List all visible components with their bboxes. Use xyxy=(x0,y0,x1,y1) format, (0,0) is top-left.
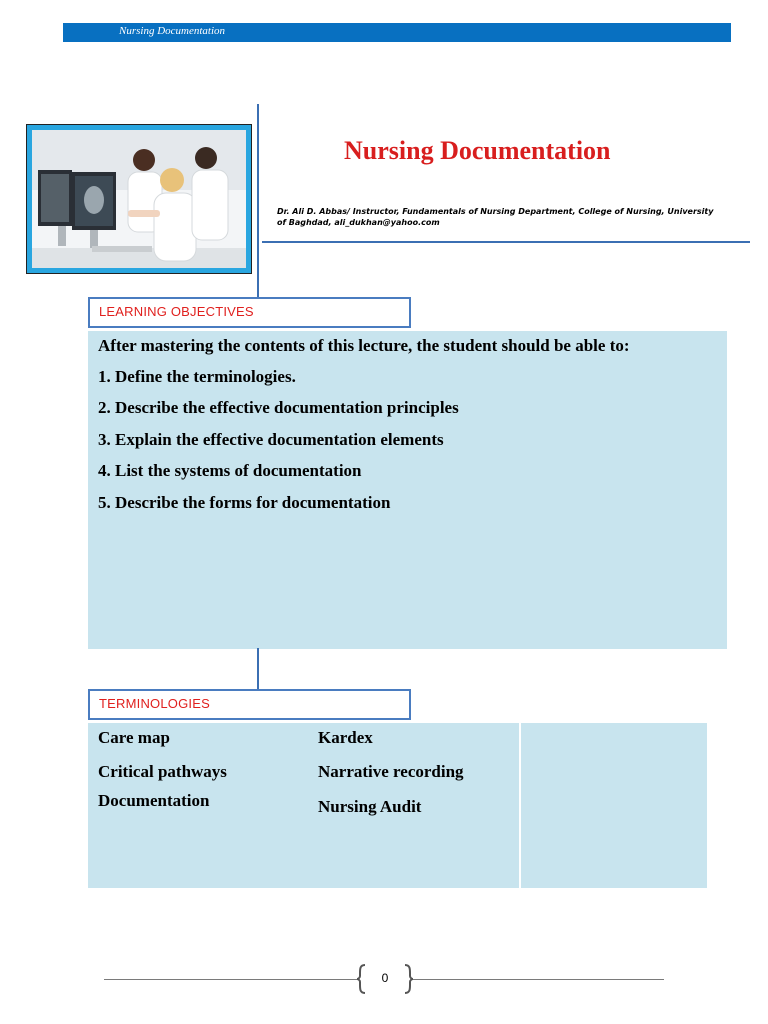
terminologies-box xyxy=(88,723,707,888)
footer-line-left xyxy=(104,979,358,980)
objective-item: 1. Define the terminologies. xyxy=(98,367,296,386)
objective-item: 2. Describe the effective documentation principles xyxy=(98,398,459,417)
term-item: Critical pathways xyxy=(98,762,227,781)
running-header-title: Nursing Documentation xyxy=(119,25,226,37)
page-number xyxy=(356,963,414,995)
page-number-text: 0 xyxy=(381,971,389,985)
terminologies-label xyxy=(88,689,411,720)
vertical-connector-middle xyxy=(257,648,259,690)
title-underline xyxy=(262,241,750,243)
objective-item: 5. Describe the forms for documentation xyxy=(98,493,391,512)
cover-photo xyxy=(26,124,252,274)
document-title: Nursing Documentation xyxy=(344,136,611,165)
nurses-at-monitor-illustration xyxy=(32,130,246,268)
term-item: Narrative recording xyxy=(318,762,464,781)
author-info: Dr. Ali D. Abbas/ Instructor, Fundamentals of Nursing Department, College of Nursing, University of Baghdad, ali_dukhan@yahoo.com xyxy=(277,207,714,227)
term-item: Care map xyxy=(98,728,170,747)
term-item: Nursing Audit xyxy=(318,797,422,816)
footer-line-right xyxy=(412,979,664,980)
learning-objectives-box xyxy=(88,331,727,649)
learning-objectives-label xyxy=(88,297,411,328)
objective-item: 4. List the systems of documentation xyxy=(98,461,362,480)
terminologies-heading: TERMINOLOGIES xyxy=(99,696,210,711)
objectives-intro: After mastering the contents of this lecture, the student should be able to: xyxy=(98,336,630,355)
learning-objectives-heading: LEARNING OBJECTIVES xyxy=(99,304,254,319)
vertical-connector-top xyxy=(257,104,259,298)
term-item: Kardex xyxy=(318,728,373,747)
terms-column-divider xyxy=(519,723,521,888)
term-item: Documentation xyxy=(98,791,210,810)
objective-item: 3. Explain the effective documentation elements xyxy=(98,430,444,449)
running-header-bar xyxy=(63,23,731,42)
